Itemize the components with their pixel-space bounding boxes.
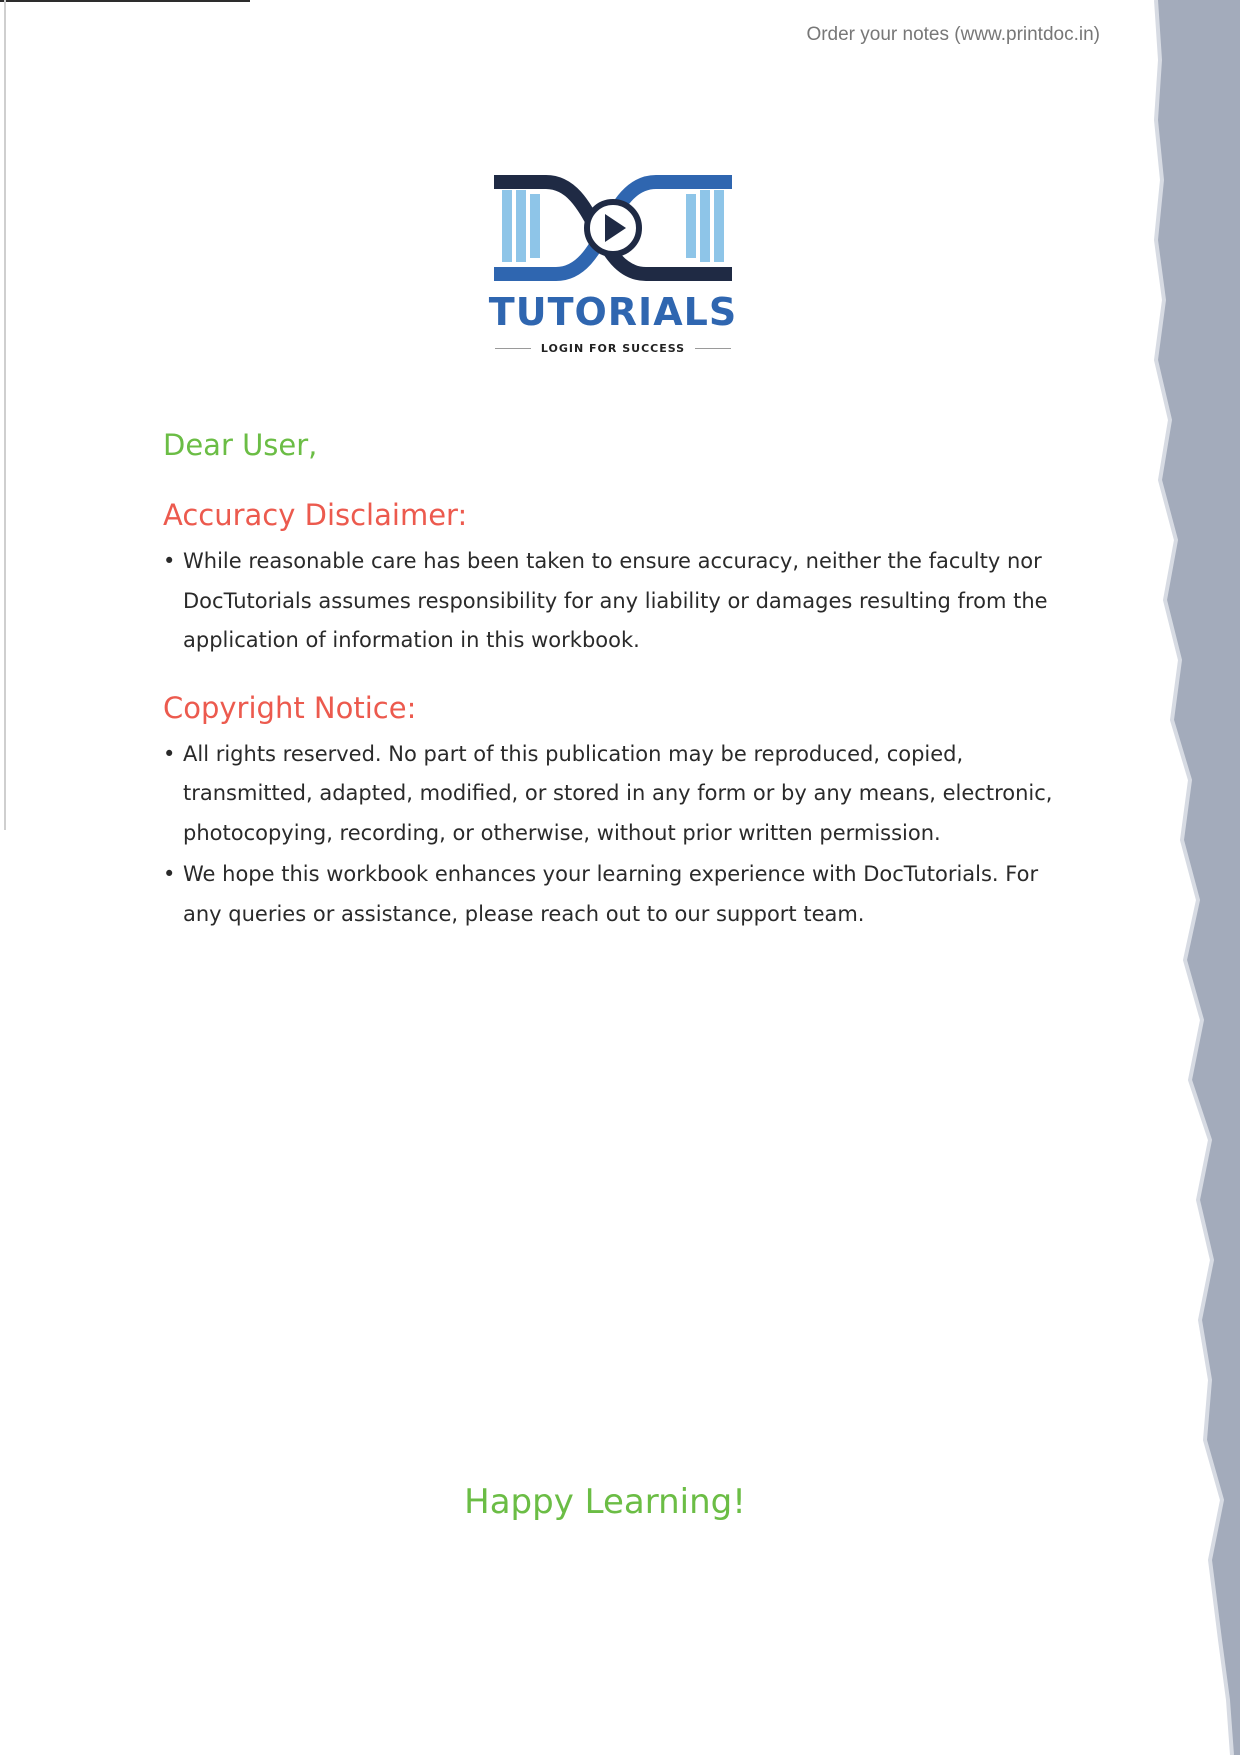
bullet-icon: • xyxy=(163,862,176,886)
scan-left-edge xyxy=(4,0,6,830)
greeting: Dear User, xyxy=(163,428,318,462)
scan-top-edge xyxy=(0,0,250,2)
tagline-row xyxy=(486,342,740,355)
accuracy-title: Accuracy Disclaimer: xyxy=(163,498,468,532)
list-item: • We hope this workbook enhances your learning experience with DocTutorials. For any queries or assistance, please reach out to our support team. xyxy=(163,855,1063,934)
closing-message: Happy Learning! xyxy=(464,1482,746,1522)
accuracy-section xyxy=(163,498,1063,661)
tagline: LOGIN FOR SUCCESS xyxy=(540,342,686,355)
letter-body xyxy=(163,428,1063,964)
accuracy-list xyxy=(163,542,1063,661)
list-item: • While reasonable care has been taken to ensure accuracy, neither the faculty nor DocTutorials assumes responsibility for any liability or damages resulting from the application of information in this workbook. xyxy=(163,542,1063,661)
list-item: • All rights reserved. No part of this publication may be reproduced, copied, transmitted, adapted, modified, or stored in any form or by any means, electronic, photocopying, recording, or otherwise, without prior written permission. xyxy=(163,735,1063,854)
copyright-list xyxy=(163,735,1063,935)
brand-name: TUTORIALS xyxy=(488,290,738,334)
bullet-icon: • xyxy=(163,549,176,573)
copyright-section xyxy=(163,691,1063,935)
order-notes-header: Order your notes (www.printdoc.in) xyxy=(806,24,1100,45)
doctutorials-logo xyxy=(486,172,740,362)
bullet-icon: • xyxy=(163,741,176,766)
tagline-rule-left xyxy=(495,348,531,349)
tagline-rule-right xyxy=(695,348,731,349)
dna-play-icon xyxy=(486,172,740,284)
copyright-title: Copyright Notice: xyxy=(163,690,417,725)
